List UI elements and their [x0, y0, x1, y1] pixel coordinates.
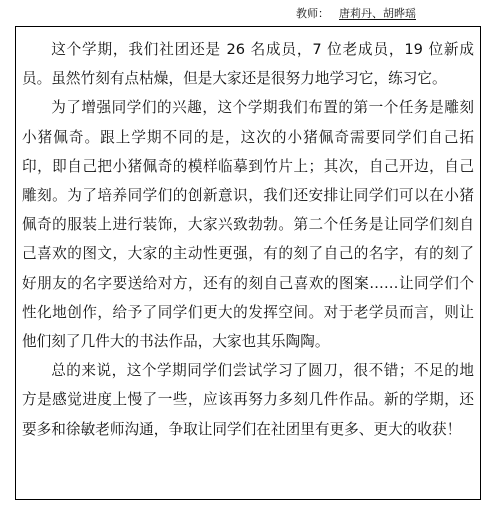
paragraph-activities: 为了增强同学们的兴趣，这个学期我们布置的第一个任务是雕刻小猪佩奇。跟上学期不同的是，这次的小猪佩奇需要同学们自己拓印，即自己把小猪佩奇的模样临摹到竹片上；其次，自己开边，自己雕刻。为了培养同学们的创新意识，我们还安排让同学们可以在小猪佩奇的服装上进行装饰，大家兴致勃勃。第二个任务是让同学们刻自己喜欢的图文，大家的主动性更强，有的刻了自己的名字，有的刻了好朋友的名字要送给对方，还有的刻自己喜欢的图案……让同学们个性化地创作，给予了同学们更大的发挥空间。对于老学员而言，则让他们刻了几件大的书法作品，大家也其乐陶陶。 [22, 99, 474, 351]
paragraph-conclusion: 总的来说，这个学期同学们尝试学习了圆刀，很不错；不足的地方是感觉进度上慢了一些，应该再努力多刻几件作品。新的学期，还要多和徐敏老师沟通，争取让同学们在社团里有更多、更大的收获！ [22, 362, 474, 438]
teacher-label: 教师： [296, 7, 329, 20]
paragraph-summary: 这个学期，我们社团还是 26 名成员，7 位老成员，19 位新成员。虽然竹刻有点枯燥，但是大家还是很努力地学习它，练习它。 [22, 41, 474, 88]
document-body [15, 26, 481, 500]
teacher-names: 唐莉丹、胡晔瑶 [339, 7, 416, 20]
teacher-line [296, 7, 416, 21]
page-header [0, 4, 492, 26]
